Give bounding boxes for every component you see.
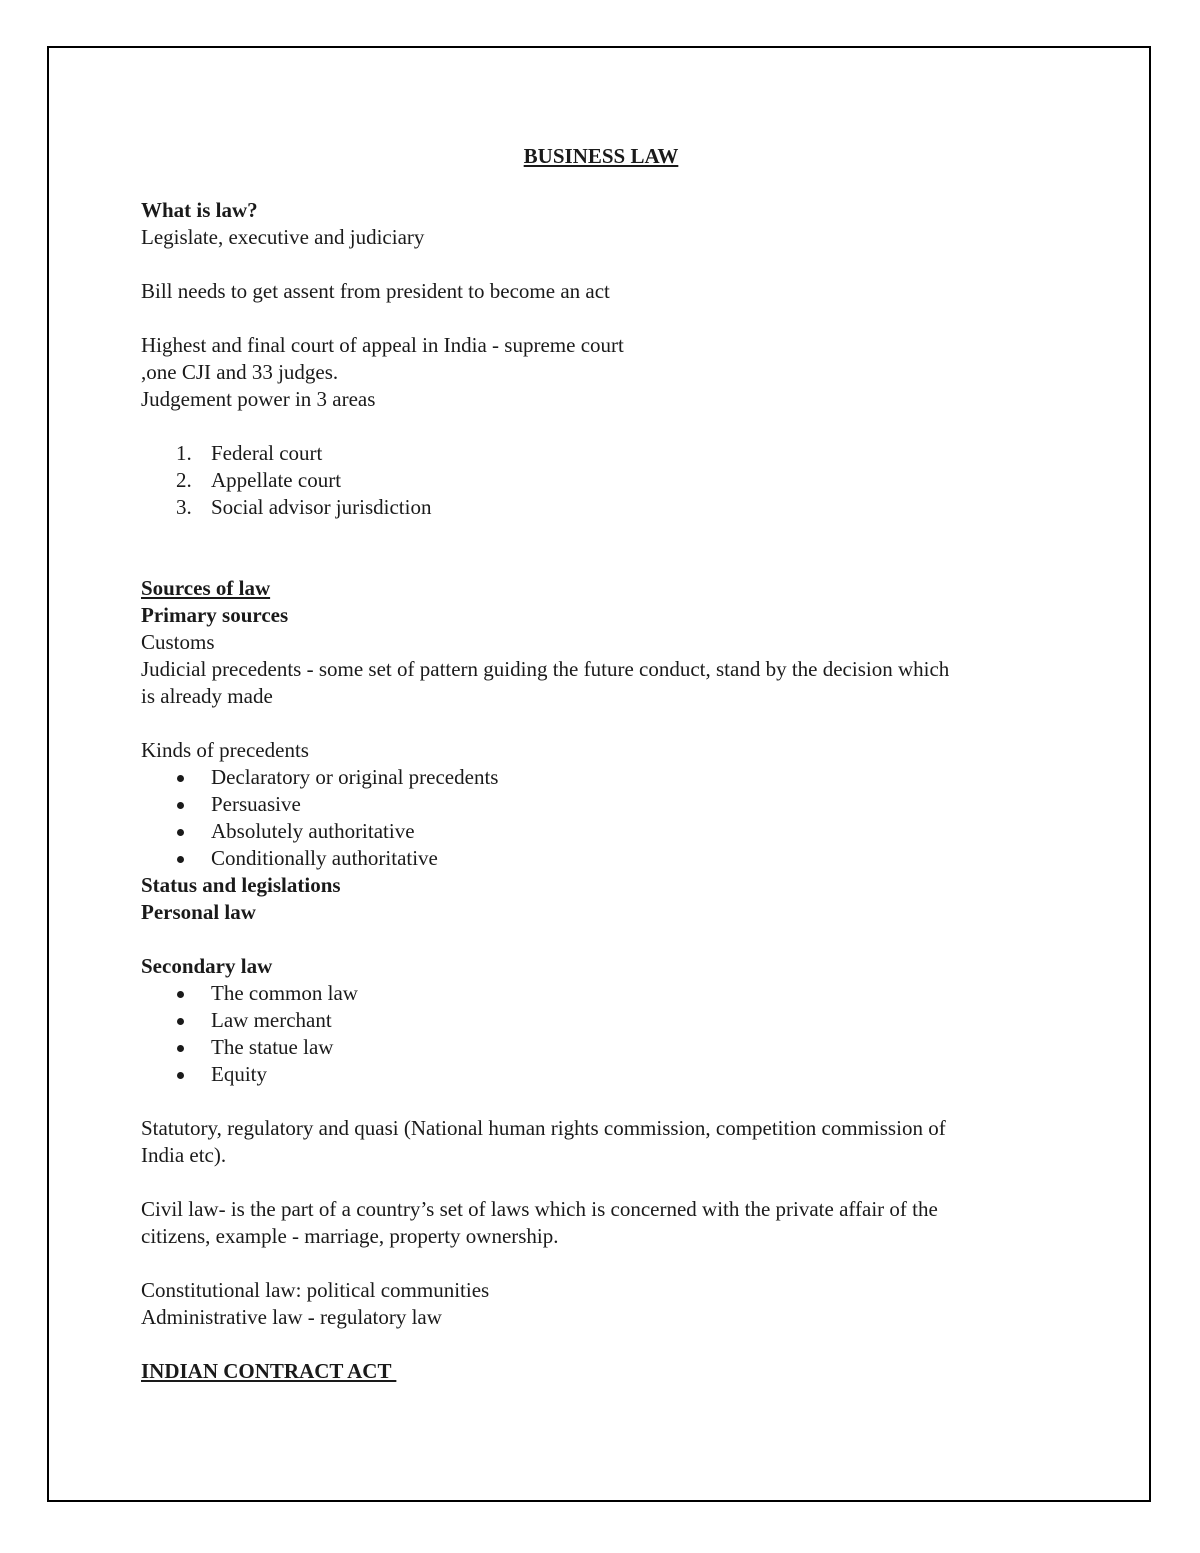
kinds-of-precedents-heading: Kinds of precedents — [141, 738, 309, 762]
what-is-law-heading: What is law? — [141, 198, 258, 222]
list-number: 2. — [176, 468, 192, 492]
list-item-text: Law merchant — [211, 1008, 332, 1032]
paragraph-cji: ,one CJI and 33 judges. — [141, 360, 339, 384]
paragraph-civil-law-cont: citizens, example - marriage, property ownership. — [141, 1224, 559, 1248]
sources-heading: Sources of law — [141, 576, 271, 600]
list-item-text: The statue law — [211, 1035, 334, 1059]
list-item-text: Persuasive — [211, 792, 301, 816]
bullet-icon — [177, 775, 184, 782]
list-item-text: Social advisor jurisdiction — [211, 495, 432, 519]
bullet-icon — [177, 1045, 184, 1052]
list-item-text: Absolutely authoritative — [211, 819, 415, 843]
list-item-text: The common law — [211, 981, 358, 1005]
secondary-law-heading: Secondary law — [141, 954, 273, 978]
paragraph-statutory-cont: India etc). — [141, 1143, 227, 1167]
paragraph-judgement-power: Judgement power in 3 areas — [141, 387, 376, 411]
bullet-list-precedents — [141, 764, 1061, 872]
list-item — [141, 1007, 1061, 1034]
document-title: BUSINESS LAW — [523, 144, 679, 168]
contract-act-heading: INDIAN CONTRACT ACT — [141, 1359, 397, 1383]
numbered-list-areas — [141, 440, 1061, 521]
paragraph-bill: Bill needs to get assent from president to become an act — [141, 279, 610, 303]
bullet-icon — [177, 829, 184, 836]
list-item — [141, 494, 1061, 521]
list-item — [141, 818, 1061, 845]
list-item — [141, 764, 1061, 791]
paragraph-statutory: Statutory, regulatory and quasi (National human rights commission, competition commission of — [141, 1116, 946, 1140]
list-item-text: Conditionally authoritative — [211, 846, 438, 870]
list-item-text: Equity — [211, 1062, 267, 1086]
primary-sources-heading: Primary sources — [141, 603, 289, 627]
paragraph-branches: Legislate, executive and judiciary — [141, 225, 425, 249]
personal-law-heading: Personal law — [141, 900, 256, 924]
paragraph-judicial-precedents-cont: is already made — [141, 684, 273, 708]
list-number: 3. — [176, 495, 192, 519]
paragraph-judicial-precedents: Judicial precedents - some set of pattern guiding the future conduct, stand by the decision which — [141, 657, 950, 681]
list-item — [141, 1034, 1061, 1061]
bullet-list-secondary-law — [141, 980, 1061, 1088]
list-item — [141, 1061, 1061, 1088]
list-item — [141, 845, 1061, 872]
paragraph-constitutional-law: Constitutional law: political communities — [141, 1278, 490, 1302]
bullet-icon — [177, 802, 184, 809]
bullet-icon — [177, 991, 184, 998]
paragraph-supreme-court: Highest and final court of appeal in India - supreme court — [141, 333, 624, 357]
list-item — [141, 791, 1061, 818]
bullet-icon — [177, 856, 184, 863]
document-content — [141, 143, 1061, 1385]
list-item — [141, 980, 1061, 1007]
paragraph-customs: Customs — [141, 630, 215, 654]
status-legislations-heading: Status and legislations — [141, 873, 341, 897]
paragraph-civil-law: Civil law- is the part of a country’s set of laws which is concerned with the private affair of the — [141, 1197, 938, 1221]
list-number: 1. — [176, 441, 192, 465]
list-item — [141, 467, 1061, 494]
list-item-text: Appellate court — [211, 468, 342, 492]
list-item-text: Declaratory or original precedents — [211, 765, 499, 789]
list-item — [141, 440, 1061, 467]
paragraph-administrative-law: Administrative law - regulatory law — [141, 1305, 442, 1329]
bullet-icon — [177, 1018, 184, 1025]
bullet-icon — [177, 1072, 184, 1079]
list-item-text: Federal court — [211, 441, 323, 465]
